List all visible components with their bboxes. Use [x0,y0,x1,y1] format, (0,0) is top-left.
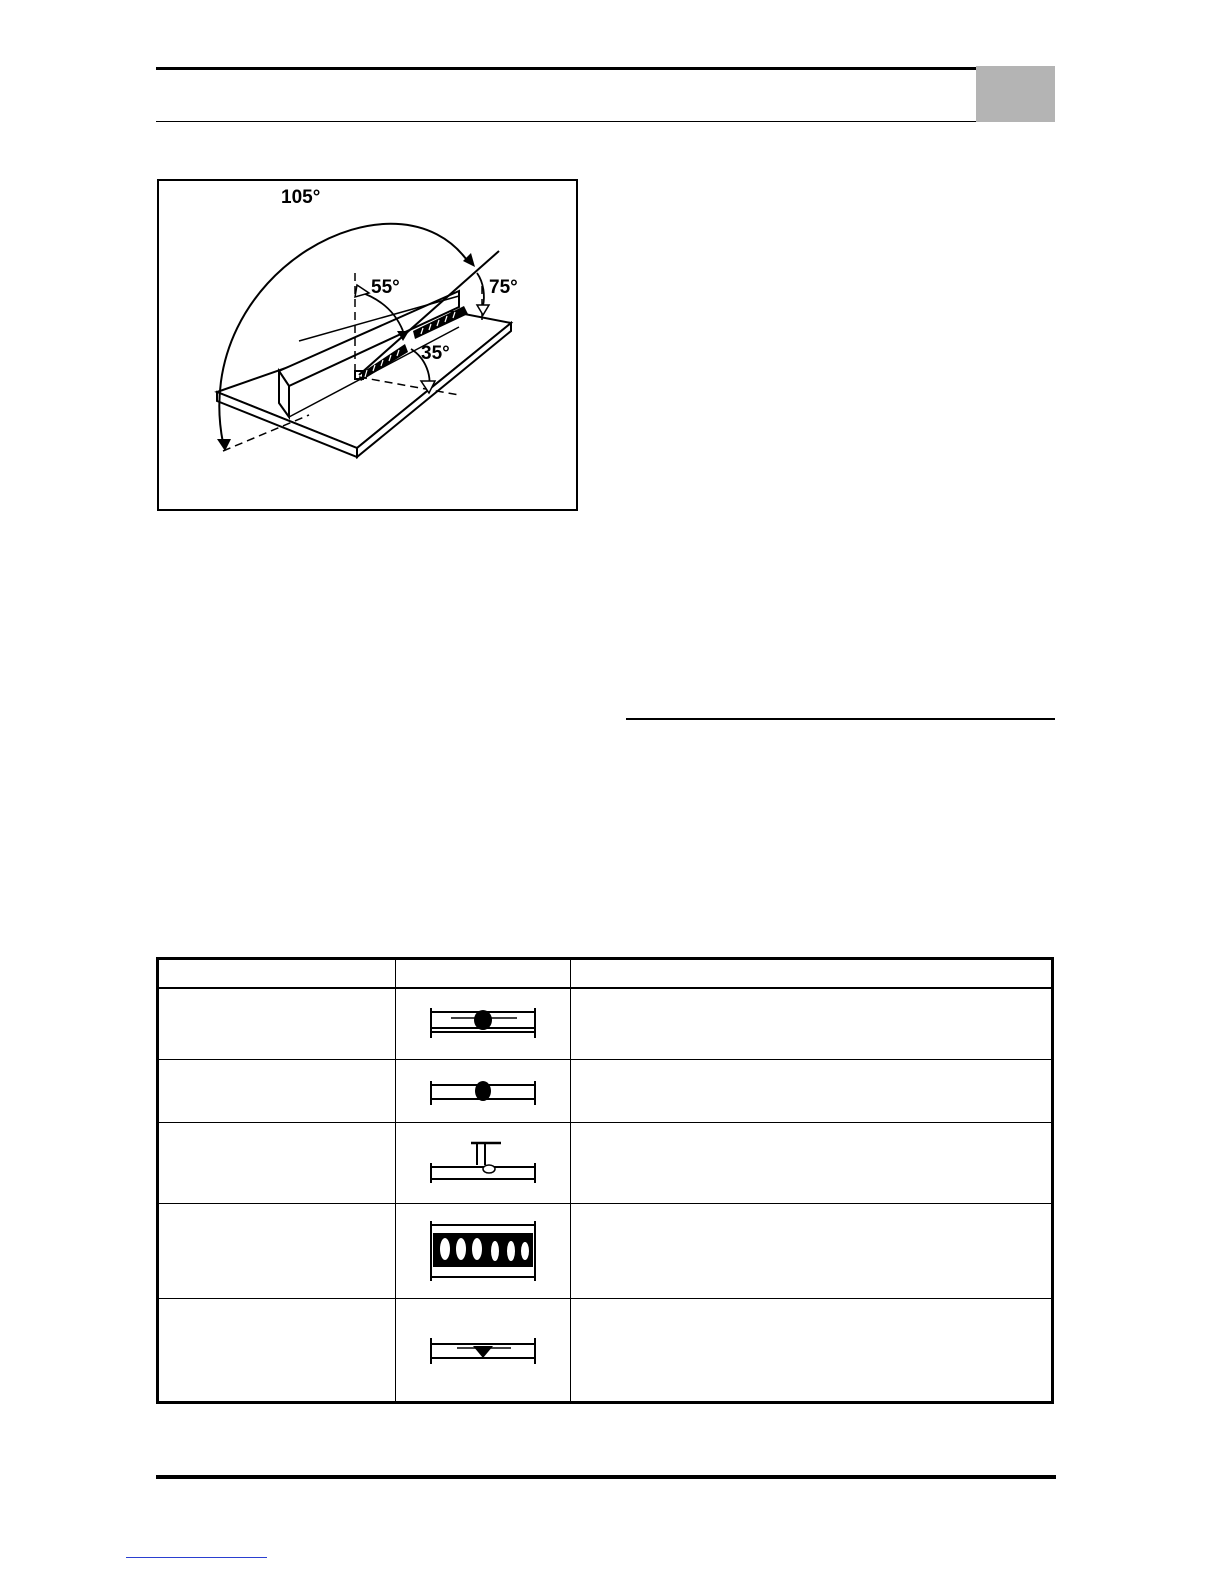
electrode-angle-figure [157,179,578,511]
section-divider [626,718,1055,720]
table-cell [396,1299,571,1403]
electrode-angle-illustration [159,181,576,509]
table-cell [571,1299,1053,1403]
table-cell [158,1060,396,1123]
table-row [158,1060,1053,1123]
weld-bead-wide-spatter-icon [427,1219,539,1283]
table-header-cell [571,959,1053,989]
table-cell [158,1123,396,1204]
table-cell [158,1299,396,1403]
table-cell [158,1204,396,1299]
table-cell [396,1123,571,1204]
footer-rule [156,1475,1056,1479]
table-header-cell [396,959,571,989]
table-header-row [158,959,1053,989]
angle-label-35: 35° [421,343,450,364]
table-header-cell [158,959,396,989]
table-cell [571,1060,1053,1123]
table-cell [158,988,396,1060]
weld-bead-table [156,957,1054,1404]
table-cell [396,988,571,1060]
footer-link-underline[interactable] [126,1557,267,1558]
weld-bead-lumpy-icon [427,1004,539,1044]
angle-label-105: 105° [281,187,321,208]
angle-label-55: 55° [371,277,400,298]
weld-bead-overhang-icon [427,1139,539,1187]
angle-label-75: 75° [489,277,518,298]
table-row [158,1204,1053,1299]
table-row [158,988,1053,1060]
table-cell [396,1204,571,1299]
header-rule-bottom [156,121,976,122]
table-cell [571,1123,1053,1204]
table-row [158,1299,1053,1403]
section-tab [976,66,1055,122]
table-cell [571,988,1053,1060]
weld-bead-narrow-icon [427,1073,539,1109]
table-row [158,1123,1053,1204]
table-cell [396,1060,571,1123]
weld-bead-good-icon [427,1332,539,1368]
table-cell [571,1204,1053,1299]
header-rule-top [156,67,976,70]
